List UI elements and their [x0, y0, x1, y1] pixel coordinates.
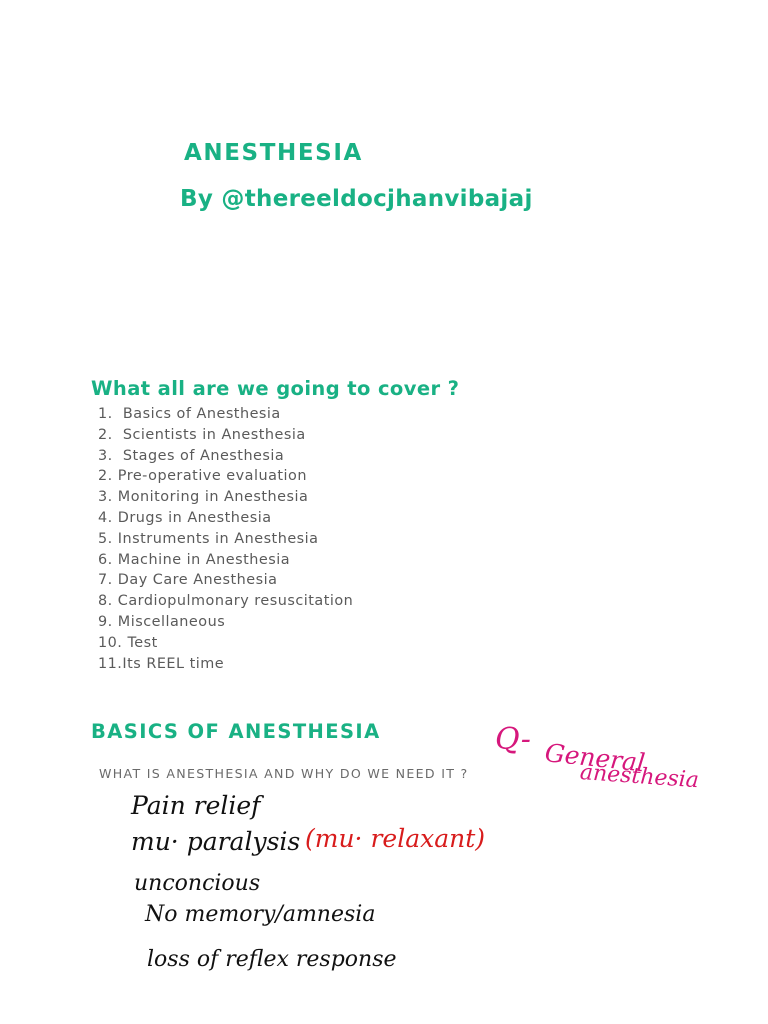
list-item: 10. Test: [98, 634, 158, 651]
author-byline: By @thereeldocjhanvibajaj: [180, 186, 533, 212]
handwritten-note-pain-relief: Pain relief: [131, 791, 261, 820]
page-title: ANESTHESIA: [184, 140, 363, 166]
list-item: 1. Basics of Anesthesia: [98, 406, 281, 422]
question-text: WHAT IS ANESTHESIA AND WHY DO WE NEED IT ?: [99, 766, 469, 781]
coverage-list: [98, 404, 353, 674]
list-item: 9. Miscellaneous: [98, 613, 226, 630]
list-item: 7. Day Care Anesthesia: [98, 572, 278, 589]
list-item: 3. Stages of Anesthesia: [98, 447, 285, 464]
list-item: 8. Cardiopulmonary resuscitation: [98, 593, 354, 610]
handwritten-note-amnesia: No memory/amnesia: [145, 902, 376, 927]
handwritten-anesthesia: anesthesia: [579, 760, 700, 794]
list-item: 2. Pre-operative evaluation: [98, 468, 307, 485]
list-item: 5. Instruments in Anesthesia: [98, 530, 319, 547]
list-item: 3. Monitoring in Anesthesia: [98, 489, 309, 506]
handwritten-general: General: [543, 738, 647, 778]
handwritten-note-relaxant: (mu· relaxant): [305, 824, 486, 853]
basics-heading: BASICS OF ANESTHESIA: [91, 720, 381, 743]
list-item: 2. Scientists in Anesthesia: [98, 426, 306, 443]
handwritten-note-unconscious: unconcious: [134, 871, 261, 896]
handwritten-note-reflex: loss of reflex response: [147, 947, 397, 972]
list-item: 6. Machine in Anesthesia: [98, 551, 291, 568]
handwritten-note-paralysis: mu· paralysis: [131, 827, 301, 856]
coverage-heading: What all are we going to cover ?: [91, 377, 460, 400]
list-item: 11.Its REEL time: [98, 655, 225, 672]
list-item: 4. Drugs in Anesthesia: [98, 509, 272, 526]
handwritten-q-label: Q-: [495, 722, 531, 757]
